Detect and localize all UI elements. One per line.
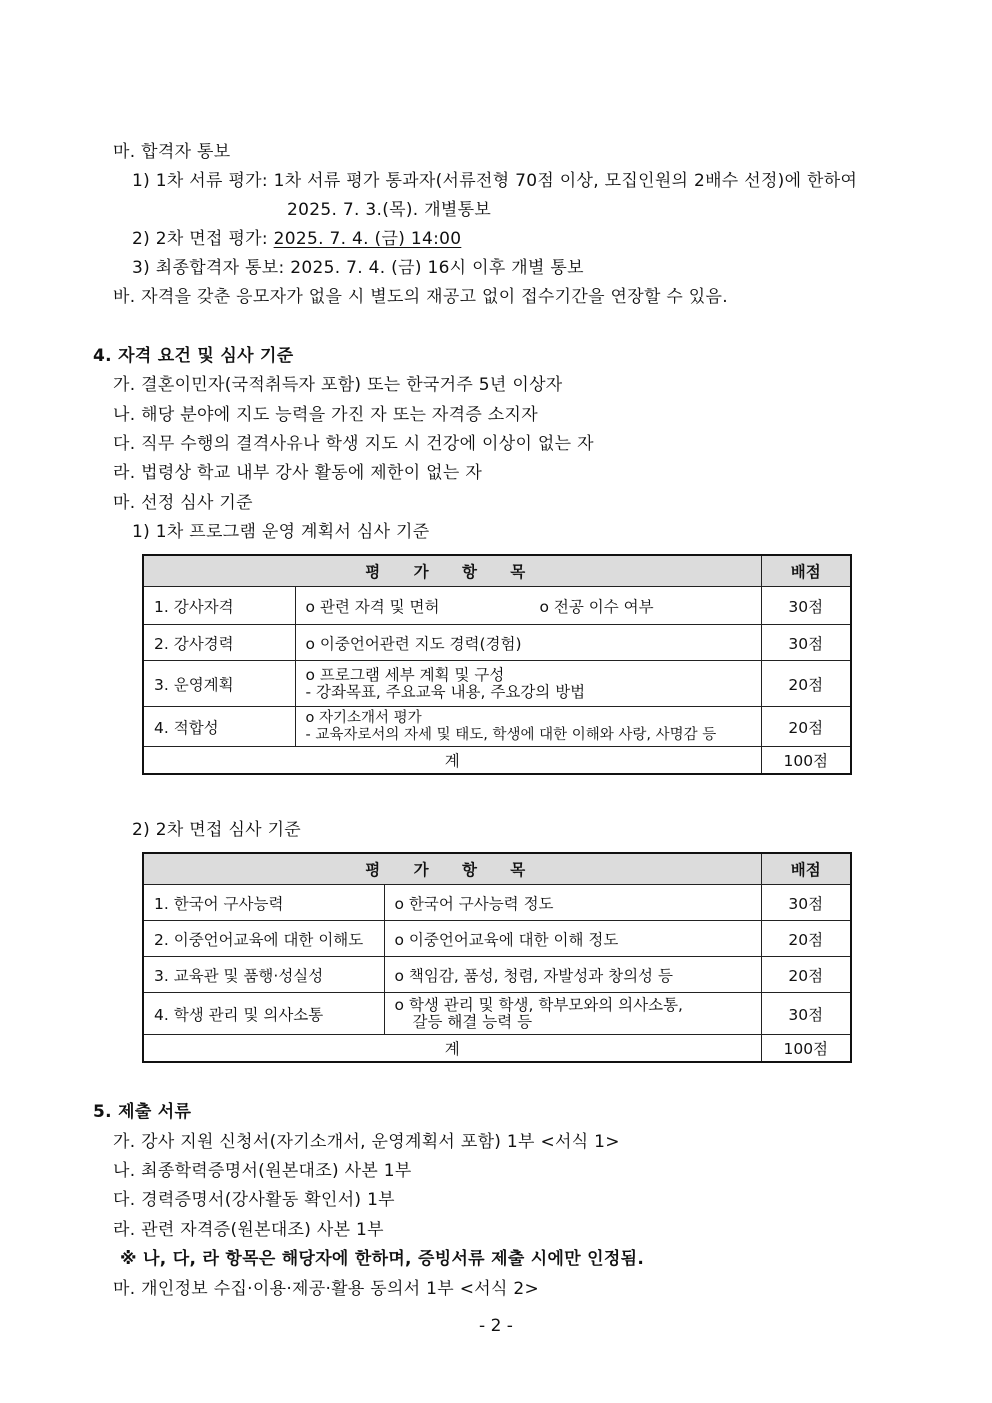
qualification-item: 다. 직무 수행의 결격사유나 학생 지도 시 건강에 이상이 없는 자: [113, 434, 594, 454]
eval-item-desc: o 책임감, 품성, 청렴, 자발성과 창의성 등: [384, 957, 761, 993]
section-5-title: 5. 제출 서류: [93, 1102, 192, 1122]
eval-item-desc: [295, 661, 761, 707]
table-row: [143, 921, 851, 957]
eval-desc-a: o 관련 자격 및 면허: [305, 597, 440, 616]
qualification-item: 라. 법령상 학교 내부 강사 활동에 제한이 없는 자: [113, 463, 483, 483]
total-label: 계: [143, 747, 761, 775]
eval-item-name: 2. 이중언어교육에 대한 이해도: [143, 921, 384, 957]
notice-item-1-cont: 2025. 7. 3.(목). 개별통보: [287, 200, 492, 220]
section-ba: 바. 자격을 갖춘 응모자가 없을 시 별도의 재공고 없이 접수기간을 연장할 수 있음.: [113, 287, 728, 307]
eval-item-desc: o 한국어 구사능력 정도: [384, 885, 761, 921]
notice-item-2-label: 2) 2차 면접 평가:: [132, 229, 274, 249]
eval-item-desc: [295, 587, 761, 625]
eval-item-desc: [384, 993, 761, 1035]
eval-desc-b: 갈등 해결 능력 등: [412, 1012, 533, 1031]
documents-note: ※ 나, 다, 라 항목은 해당자에 한하며, 증빙서류 제출 시에만 인정됨.: [120, 1249, 645, 1269]
header-eval-items: 평 가 항 목: [143, 853, 761, 885]
section-ma-title: 마. 합격자 통보: [113, 142, 231, 162]
table-row: [143, 661, 851, 707]
interview-datetime: 2025. 7. 4. (금) 14:00: [273, 229, 462, 249]
eval-desc-a: o 프로그램 세부 계획 및 구성: [305, 665, 505, 684]
eval-desc-b: o 전공 이수 여부: [539, 597, 654, 616]
table1-title: 1) 1차 프로그램 운영 계획서 심사 기준: [132, 522, 430, 542]
header-eval-items: 평 가 항 목: [143, 555, 761, 587]
document-item: 나. 최종학력증명서(원본대조) 사본 1부: [113, 1161, 412, 1181]
qualification-item: 마. 선정 심사 기준: [113, 493, 253, 513]
table-row: [143, 707, 851, 747]
table-row: [143, 885, 851, 921]
eval-score: 30점: [761, 993, 851, 1035]
header-score: 배점: [761, 555, 851, 587]
notice-item-3: 3) 최종합격자 통보: 2025. 7. 4. (금) 16시 이후 개별 통보: [132, 258, 584, 278]
eval-item-desc: [295, 707, 761, 747]
eval-score: 30점: [761, 885, 851, 921]
eval-item-name: 1. 한국어 구사능력: [143, 885, 384, 921]
eval-item-desc: o 이중언어교육에 대한 이해 정도: [384, 921, 761, 957]
eval-item-name: 4. 학생 관리 및 의사소통: [143, 993, 384, 1035]
eval-item-name: 1. 강사자격: [143, 587, 295, 625]
eval-score: 30점: [761, 587, 851, 625]
eval-item-name: 4. 적합성: [143, 707, 295, 747]
table-header-row: [143, 853, 851, 885]
eval-item-name: 2. 강사경력: [143, 625, 295, 661]
eval-score: 20점: [761, 661, 851, 707]
table-row: [143, 625, 851, 661]
eval-score: 30점: [761, 625, 851, 661]
evaluation-table-2: [142, 852, 852, 1063]
table-row: [143, 993, 851, 1035]
total-label: 계: [143, 1035, 761, 1063]
eval-item-name: 3. 교육관 및 품행·성실성: [143, 957, 384, 993]
table-row: [143, 957, 851, 993]
eval-desc-a: o 학생 관리 및 학생, 학부모와의 의사소통,: [394, 995, 683, 1014]
eval-desc-b: - 교육자로서의 자세 및 태도, 학생에 대한 이해와 사랑, 사명감 등: [305, 726, 717, 743]
eval-item-name: 3. 운영계획: [143, 661, 295, 707]
total-score: 100점: [761, 1035, 851, 1063]
section-4-title: 4. 자격 요건 및 심사 기준: [93, 346, 294, 366]
evaluation-table-1: [142, 554, 852, 775]
table-total-row: [143, 1035, 851, 1063]
qualification-item: 나. 해당 분야에 지도 능력을 가진 자 또는 자격증 소지자: [113, 405, 538, 425]
document-item: 라. 관련 자격증(원본대조) 사본 1부: [113, 1220, 384, 1240]
eval-score: 20점: [761, 957, 851, 993]
qualification-item: 가. 결혼이민자(국적취득자 포함) 또는 한국거주 5년 이상자: [113, 375, 563, 395]
eval-desc-b: - 강좌목표, 주요교육 내용, 주요강의 방법: [305, 682, 586, 701]
table2-title: 2) 2차 면접 심사 기준: [132, 820, 302, 840]
eval-desc-a: o 자기소개서 평가: [305, 709, 422, 726]
document-item: 다. 경력증명서(강사활동 확인서) 1부: [113, 1190, 395, 1210]
total-score: 100점: [761, 747, 851, 775]
table-header-row: [143, 555, 851, 587]
notice-item-1: 1) 1차 서류 평가: 1차 서류 평가 통과자(서류전형 70점 이상, 모집인원의 2배수 선정)에 한하여: [132, 171, 858, 191]
document-item: 가. 강사 지원 신청서(자기소개서, 운영계획서 포함) 1부 <서식 1>: [113, 1132, 620, 1152]
table-total-row: [143, 747, 851, 775]
header-score: 배점: [761, 853, 851, 885]
table-row: [143, 587, 851, 625]
eval-score: 20점: [761, 921, 851, 957]
eval-item-desc: o 이중언어관련 지도 경력(경험): [295, 625, 761, 661]
notice-item-2: [132, 228, 461, 250]
document-item: 마. 개인정보 수집·이용·제공·활용 동의서 1부 <서식 2>: [113, 1279, 540, 1299]
page-number: - 2 -: [479, 1316, 513, 1336]
eval-score: 20점: [761, 707, 851, 747]
